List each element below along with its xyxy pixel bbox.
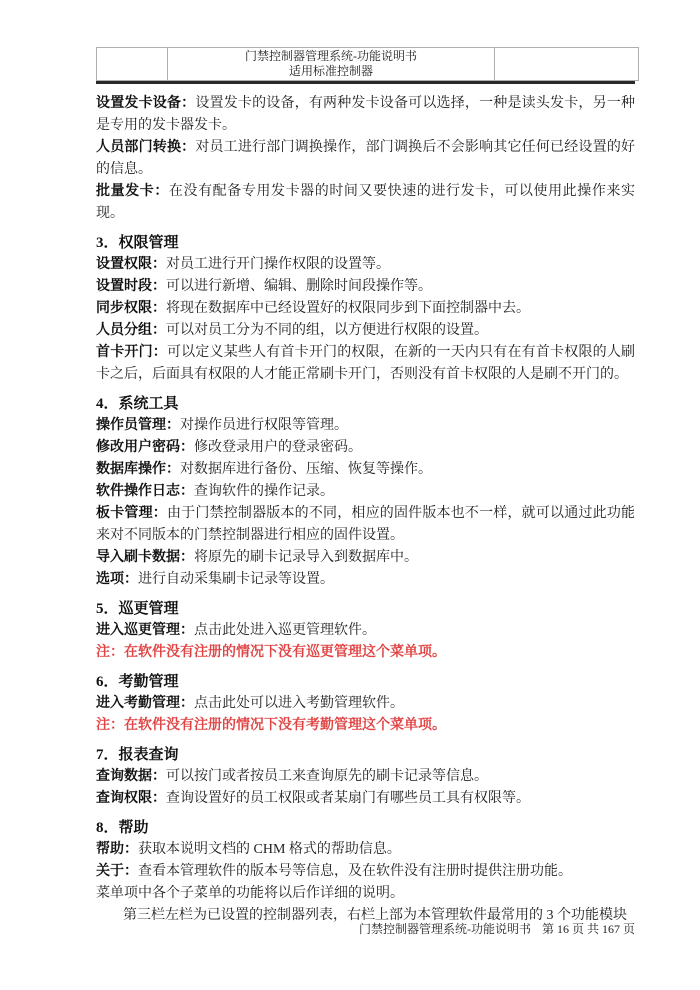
feature-label: 进入巡更管理： bbox=[96, 623, 194, 638]
feature-label: 板卡管理： bbox=[96, 506, 167, 521]
header-cell-right bbox=[495, 48, 639, 81]
feature-item: 查询权限：查询设置好的员工权限或者某扇门有哪些员工具有权限等。 bbox=[96, 791, 530, 806]
section-heading: 5．巡更管理 bbox=[96, 601, 179, 617]
feature-label: 关于： bbox=[96, 864, 138, 879]
feature-item: 设置权限：对员工进行开门操作权限的设置等。 bbox=[96, 257, 390, 272]
feature-item: 导入刷卡数据：将原先的刷卡记录导入到数据库中。 bbox=[96, 550, 418, 565]
feature-item: 修改用户密码：修改登录用户的登录密码。 bbox=[96, 440, 362, 455]
unregistered-note: 注：在软件没有注册的情况下没有巡更管理这个菜单项。 bbox=[96, 645, 446, 660]
feature-item: 查询数据：可以按门或者按员工来查询原先的刷卡记录等信息。 bbox=[96, 769, 488, 784]
feature-item: 设置时段：可以进行新增、编辑、删除时间段操作等。 bbox=[96, 279, 432, 294]
feature-label: 修改用户密码： bbox=[96, 440, 194, 455]
section-heading: 4．系统工具 bbox=[96, 396, 179, 412]
feature-item: 进入考勤管理：点击此处可以进入考勤管理软件。 bbox=[96, 696, 404, 711]
feature-label: 进入考勤管理： bbox=[96, 696, 194, 711]
feature-item: 人员分组：可以对员工分为不同的组，以方便进行权限的设置。 bbox=[96, 323, 488, 338]
feature-item: 选项：进行自动采集刷卡记录等设置。 bbox=[96, 572, 334, 587]
feature-item: 设置发卡设备：设置发卡的设备，有两种发卡设备可以选择，一种是读头发卡，另一种是专用的发卡器发卡。 bbox=[96, 96, 636, 133]
feature-label: 首卡开门： bbox=[96, 345, 167, 360]
feature-label: 查询数据： bbox=[96, 769, 166, 784]
feature-label: 批量发卡： bbox=[96, 184, 169, 199]
header-doc-subtitle: 适用标准控制器 bbox=[288, 64, 373, 78]
page-header bbox=[96, 47, 635, 84]
footer-doc-title: 门禁控制器管理系统-功能说明书 bbox=[358, 922, 531, 936]
feature-item: 首卡开门：可以定义某些人有首卡开门的权限，在新的一天内只有在有首卡权限的人刷卡之后，后面具有权限的人才能正常刷卡开门，否则没有首卡权限的人是刷不开门的。 bbox=[96, 345, 636, 382]
feature-item: 人员部门转换：对员工进行部门调换操作，部门调换后不会影响其它任何已经设置的好的信息。 bbox=[96, 140, 636, 177]
header-cell-center bbox=[168, 48, 495, 81]
feature-item: 批量发卡：在没有配备专用发卡器的时间又要快速的进行发卡，可以使用此操作来实现。 bbox=[96, 184, 636, 221]
feature-label: 操作员管理： bbox=[96, 418, 180, 433]
feature-item: 操作员管理：对操作员进行权限等管理。 bbox=[96, 418, 348, 433]
body-paragraph: 菜单项中各个子菜单的功能将以后作详细的说明。 bbox=[96, 886, 404, 901]
feature-label: 设置权限： bbox=[96, 257, 166, 272]
feature-item: 帮助：获取本说明文档的 CHM 格式的帮助信息。 bbox=[96, 842, 401, 857]
footer-page-number: 第 16 页 共 167 页 bbox=[541, 922, 635, 936]
header-table bbox=[96, 47, 639, 81]
feature-label: 查询权限： bbox=[96, 791, 166, 806]
feature-item: 板卡管理：由于门禁控制器版本的不同，相应的固件版本也不一样，就可以通过此功能来对不同版本的门禁控制器进行相应的固件设置。 bbox=[96, 506, 636, 543]
feature-label: 人员分组： bbox=[96, 323, 166, 338]
feature-label: 帮助： bbox=[96, 842, 138, 857]
feature-item: 同步权限：将现在数据库中已经设置好的权限同步到下面控制器中去。 bbox=[96, 301, 530, 316]
feature-item: 数据库操作：对数据库进行备份、压缩、恢复等操作。 bbox=[96, 462, 432, 477]
body-paragraph-indented: 第三栏左栏为已设置的控制器列表，右栏上部为本管理软件最常用的 3 个功能模块 bbox=[123, 908, 627, 923]
unregistered-note: 注：在软件没有注册的情况下没有考勤管理这个菜单项。 bbox=[96, 718, 446, 733]
section-heading: 6．考勤管理 bbox=[96, 674, 179, 690]
document-body bbox=[96, 93, 635, 927]
header-cell-left bbox=[97, 48, 168, 81]
feature-item: 软件操作日志：查询软件的操作记录。 bbox=[96, 484, 334, 499]
page-footer bbox=[96, 921, 635, 937]
section-heading: 3．权限管理 bbox=[96, 235, 179, 251]
feature-label: 软件操作日志： bbox=[96, 484, 194, 499]
feature-label: 设置时段： bbox=[96, 279, 166, 294]
section-heading: 8．帮助 bbox=[96, 820, 149, 836]
feature-item: 关于：查看本管理软件的版本号等信息，及在软件没有注册时提供注册功能。 bbox=[96, 864, 572, 879]
feature-label: 数据库操作： bbox=[96, 462, 180, 477]
feature-label: 设置发卡设备： bbox=[96, 96, 196, 111]
feature-label: 同步权限： bbox=[96, 301, 166, 316]
header-doc-title: 门禁控制器管理系统-功能说明书 bbox=[245, 49, 417, 63]
feature-item: 进入巡更管理：点击此处进入巡更管理软件。 bbox=[96, 623, 376, 638]
feature-label: 导入刷卡数据： bbox=[96, 550, 194, 565]
feature-label: 选项： bbox=[96, 572, 138, 587]
feature-label: 人员部门转换： bbox=[96, 140, 196, 155]
section-heading: 7．报表查询 bbox=[96, 747, 179, 763]
